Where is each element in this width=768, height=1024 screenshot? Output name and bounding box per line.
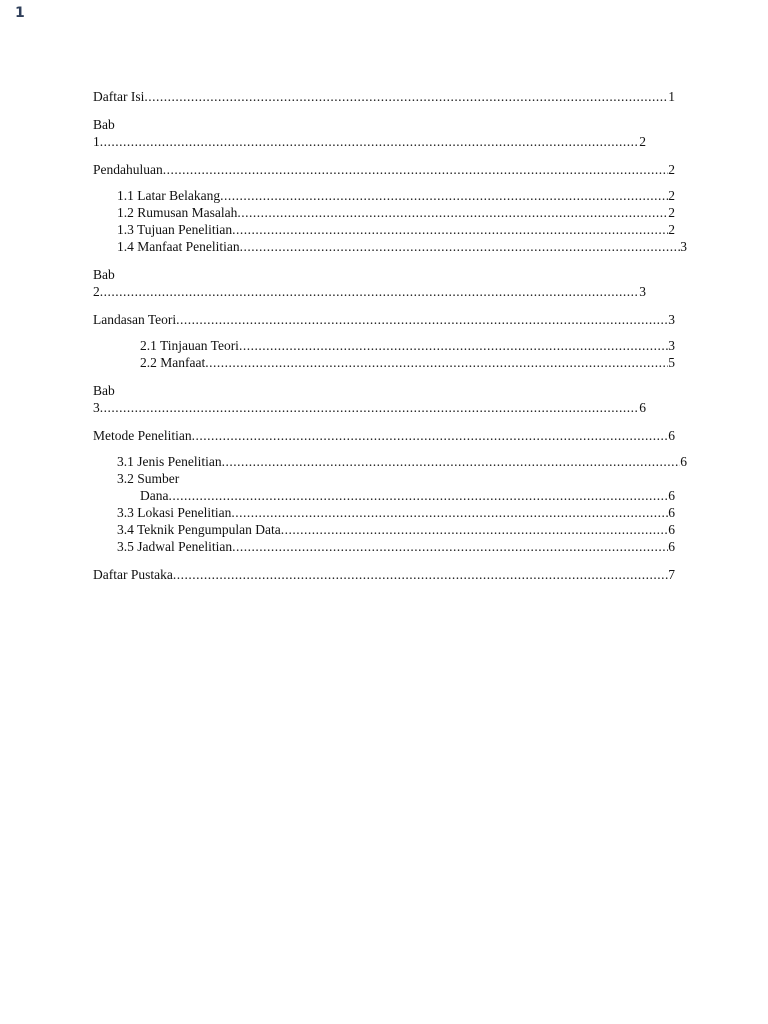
toc-subsection-list [93, 337, 675, 371]
toc-entry-label: 2.2 Manfaat [140, 355, 206, 370]
toc-entry-label: 3.2 Sumber [117, 471, 180, 486]
leader-dots [100, 399, 640, 416]
toc-entry-label: Landasan Teori [93, 312, 177, 327]
toc-page-number: 3 [639, 284, 646, 299]
toc-entry-bab-1 [93, 116, 675, 150]
toc-entry-label: 1.1 Latar Belakang [117, 188, 221, 203]
toc-entry-label: 2 [93, 284, 100, 299]
toc-page-number: 6 [668, 428, 675, 443]
toc-subentry [93, 521, 675, 538]
leader-dots [237, 204, 668, 221]
toc-page-number: 2 [668, 205, 675, 220]
toc-entry-label: Bab [93, 117, 115, 132]
toc-page-number: 2 [668, 222, 675, 237]
toc-subentry [93, 354, 675, 371]
toc-page-number: 7 [668, 567, 675, 582]
leader-dots [192, 427, 669, 444]
toc-entry-label: 3.5 Jadwal Penelitian [117, 539, 233, 554]
toc-page-number: 5 [668, 355, 675, 370]
toc-entry-daftar-isi [93, 88, 675, 105]
toc-entry-bab-2 [93, 266, 675, 300]
toc-page-number: 1 [668, 89, 675, 104]
leader-dots [222, 453, 681, 470]
leader-dots [163, 161, 669, 178]
leader-dots [100, 133, 640, 150]
leader-dots [281, 521, 668, 538]
toc-entry-label: Pendahuluan [93, 162, 163, 177]
toc-subentry [93, 470, 675, 504]
leader-dots [231, 504, 668, 521]
leader-dots [205, 354, 668, 371]
table-of-contents [93, 88, 687, 583]
toc-entry-landasan-teori [93, 311, 675, 328]
toc-entry-label: Bab [93, 267, 115, 282]
toc-subentry [93, 337, 675, 354]
toc-entry-label: 3 [93, 400, 100, 415]
toc-page-number: 2 [639, 134, 646, 149]
toc-subentry [93, 204, 675, 221]
toc-entry-metode-penelitian [93, 427, 675, 444]
leader-dots [176, 311, 668, 328]
toc-subentry [93, 504, 675, 521]
toc-entry-label: 1 [93, 134, 100, 149]
toc-entry-daftar-pustaka [93, 566, 675, 583]
toc-subsection-list [93, 187, 687, 255]
leader-dots [144, 88, 668, 105]
leader-dots [239, 337, 668, 354]
toc-entry-label: Daftar Isi [93, 89, 145, 104]
toc-subentry [93, 538, 675, 555]
toc-page-number: 6 [668, 522, 675, 537]
toc-entry-label: 2.1 Tinjauan Teori [140, 338, 239, 353]
toc-entry-label: 3.3 Lokasi Penelitian [117, 505, 232, 520]
leader-dots [232, 221, 668, 238]
toc-subentry [93, 453, 687, 470]
toc-entry-pendahuluan [93, 161, 675, 178]
toc-page-number: 3 [668, 312, 675, 327]
toc-page-number: 3 [668, 338, 675, 353]
toc-entry-label: 1.3 Tujuan Penelitian [117, 222, 233, 237]
toc-page-number: 2 [668, 162, 675, 177]
toc-page-number: 6 [668, 539, 675, 554]
leader-dots [100, 283, 640, 300]
toc-entry-label: Metode Penelitian [93, 428, 192, 443]
leader-dots [173, 566, 668, 583]
toc-page-number: 6 [639, 400, 646, 415]
toc-page-number: 6 [680, 454, 687, 469]
leader-dots [220, 187, 668, 204]
leader-dots [232, 538, 668, 555]
toc-entry-label: 3.1 Jenis Penelitian [117, 454, 222, 469]
toc-entry-label: Bab [93, 383, 115, 398]
toc-entry-label: 1.4 Manfaat Penelitian [117, 239, 240, 254]
toc-subentry [93, 238, 687, 255]
toc-subentry [93, 221, 675, 238]
toc-entry-label: Daftar Pustaka [93, 567, 173, 582]
page-number: 1 [15, 5, 25, 21]
toc-subentry [93, 187, 675, 204]
toc-page-number: 2 [668, 188, 675, 203]
toc-entry-bab-3 [93, 382, 675, 416]
toc-page-number: 6 [668, 505, 675, 520]
toc-entry-label: 3.4 Teknik Pengumpulan Data [117, 522, 281, 537]
toc-entry-label-continued: Dana [140, 488, 169, 503]
leader-dots [240, 238, 681, 255]
leader-dots [168, 487, 668, 504]
toc-page-number: 6 [668, 488, 675, 503]
toc-entry-label: 1.2 Rumusan Masalah [117, 205, 238, 220]
toc-page-number: 3 [680, 239, 687, 254]
toc-subsection-list [93, 453, 687, 555]
